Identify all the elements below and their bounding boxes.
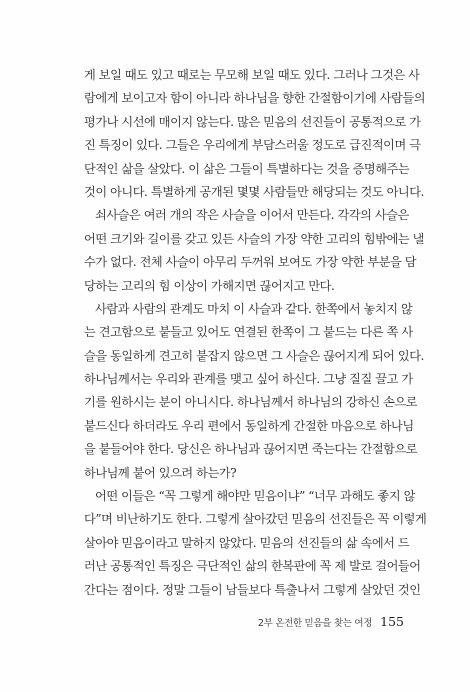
running-head: 2부 온전한 믿음을 찾는 여정 bbox=[257, 618, 373, 629]
text-line: 간다는 점이다. 정말 그들이 남들보다 특출나서 그렇게 살았던 것인 bbox=[84, 582, 421, 597]
page-number: 155 bbox=[380, 614, 404, 629]
text-line: 을 붙들어야 한다. 당신은 하나님과 끊어지면 죽는다는 간절함으로 bbox=[84, 442, 418, 457]
text-line: 수가 없다. 전체 사슬이 아무리 두꺼워 보여도 가장 약한 부분을 담 bbox=[84, 255, 417, 270]
text-line: 어떤 크기와 길이를 갖고 있든 사슬의 가장 약한 고리의 힘밖에는 낼 bbox=[84, 231, 424, 246]
text-line: 살아야 믿음이라고 말하지 않았다. 믿음의 선진들의 삶 속에서 드 bbox=[84, 535, 410, 550]
text-line: 다”며 비난하기도 한다. 그렇게 살아갔던 믿음의 선진들은 꼭 이렇게 bbox=[84, 512, 427, 527]
text-line: 어떤 이들은 “꼭 그렇게 해야만 믿음이냐” “너무 과해도 좋지 않 bbox=[95, 489, 415, 504]
text-line: 는 견고함으로 붙들고 있어도 연결된 한쪽이 그 붙드는 다른 쪽 사 bbox=[84, 325, 413, 340]
text-line: 하나님께 붙어 있으려 하는가? bbox=[84, 465, 237, 480]
text-line: 단적인 삶을 살았다. 이 삶은 그들이 특별하다는 것을 증명해주는 bbox=[84, 161, 410, 176]
text-line: 슬을 동일하게 견고히 붙잡지 않으면 그 사슬은 끊어지게 되어 있다. bbox=[84, 348, 424, 363]
text-line: 사람과 사람의 관계도 마치 이 사슬과 같다. 한쪽에서 놓치지 않 bbox=[95, 301, 413, 316]
text-line: 평가나 시선에 매이지 않는다. 많은 믿음의 선진들이 공통적으로 가 bbox=[84, 114, 421, 129]
text-line: 러난 공통적인 특징은 극단적인 삶의 한복판에 꼭 제 발로 걸어들어 bbox=[84, 559, 421, 574]
text-line: 것이 아니다. 특별하게 공개된 몇몇 사람들만 해당되는 것도 아니다. bbox=[84, 184, 424, 199]
text-line: 당하는 고리의 힘 이상이 가해지면 끊어지고 만다. bbox=[84, 278, 335, 293]
text-line: 기를 원하시는 분이 아니시다. 하나님께서 하나님의 강하신 손으로 bbox=[84, 395, 418, 410]
text-line: 람에게 보이고자 함이 아니라 하나님을 향한 간절함이기에 사람들의 bbox=[84, 91, 426, 106]
text-line: 하나님께서는 우리와 관계를 맺고 싶어 하신다. 그냥 질질 끌고 가 bbox=[84, 372, 413, 387]
text-line: 진 특징이 있다. 그들은 우리에게 부담스러울 정도로 급진적이며 극 bbox=[84, 138, 421, 153]
text-line: 쇠사슬은 여러 개의 작은 사슬을 이어서 만든다. 각각의 사슬은 bbox=[95, 208, 409, 223]
page-footer bbox=[84, 614, 404, 629]
body-text bbox=[84, 64, 427, 602]
text-line: 게 보일 때도 있고 때로는 무모해 보일 때도 있다. 그러나 그것은 사 bbox=[84, 68, 420, 82]
text-line: 붙드신다 하더라도 우리 편에서 동일하게 간절한 마음으로 하나님 bbox=[84, 418, 414, 433]
